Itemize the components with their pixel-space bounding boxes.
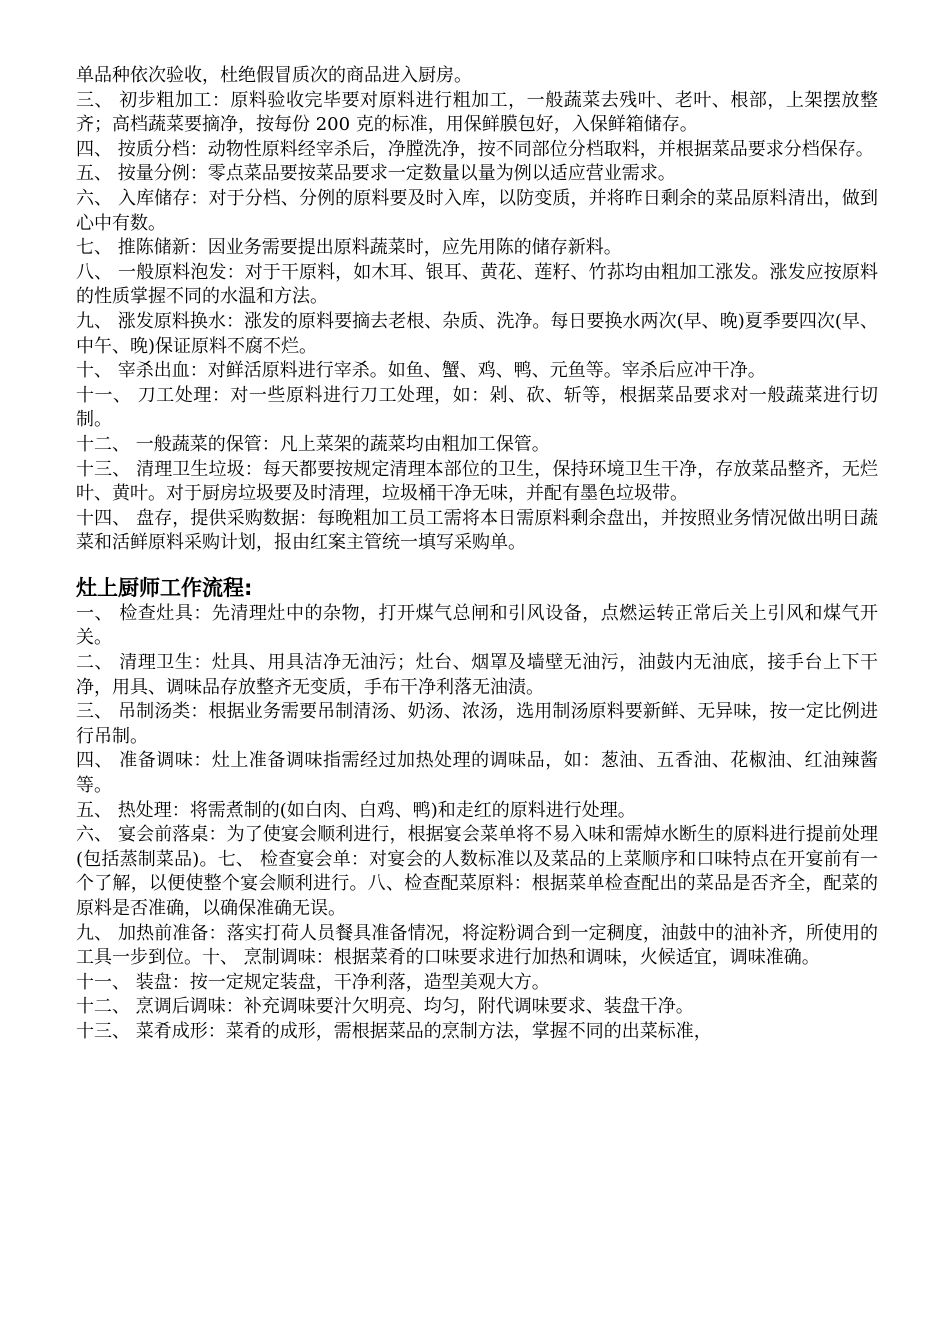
paragraph: 单品种依次验收，杜绝假冒质次的商品进入厨房。 bbox=[76, 65, 472, 86]
paragraph: 十三、 清理卫生垃圾：每天都要按规定清理本部位的卫生，保持环境卫生干净，存放菜品整齐，无烂叶、黄叶。对于厨房垃圾要及时清理，垃圾桶干净无味，并配有墨色垃圾带。 bbox=[76, 458, 878, 505]
paragraph: 四、 准备调味：灶上准备调味指需经过加热处理的调味品，如：葱油、五香油、花椒油、红油辣酱等。 bbox=[76, 750, 878, 797]
paragraph: 四、 按质分档：动物性原料经宰杀后，净膛洗净，按不同部位分档取料，并根据菜品要求分档保存。 bbox=[76, 138, 874, 160]
paragraph: 十二、 一般蔬菜的保管：凡上菜架的蔬菜均由粗加工保管。 bbox=[76, 433, 550, 455]
paragraph: 二、 清理卫生：灶具、用具洁净无油污；灶台、烟罩及墙壁无油污，油鼓内无油底，接手台上下干净，用具、调味品存放整齐无变质，手布干净利落无油渍。 bbox=[76, 652, 878, 698]
section-heading: 灶上厨师工作流程: bbox=[76, 575, 253, 600]
paragraph: 七、 推陈储新：因业务需要提出原料蔬菜时，应先用陈的储存新料。 bbox=[76, 237, 622, 259]
section-stove-chef-workflow bbox=[76, 602, 878, 1045]
paragraph: 十一、 刀工处理：对一些原料进行刀工处理，如：剁、砍、斩等，根据菜品要求对一般蔬菜进行切制。 bbox=[76, 384, 878, 431]
paragraph: 三、 吊制汤类：根据业务需要吊制清汤、奶汤、浓汤，选用制汤原料要新鲜、无异味，按一定比例进行吊制。 bbox=[76, 701, 878, 747]
paragraph: 一、 检查灶具：先清理灶中的杂物，打开煤气总闸和引风设备，点燃运转正常后关上引风和煤气开关。 bbox=[76, 602, 878, 649]
paragraph: 十、 宰杀出血：对鲜活原料进行宰杀。如鱼、蟹、鸡、鸭、元鱼等。宰杀后应冲干净。 bbox=[76, 360, 766, 382]
paragraph: 十二、 烹调后调味：补充调味要汁欠明亮、均匀，附代调味要求、装盘干净。 bbox=[76, 996, 694, 1018]
paragraph: 三、 初步粗加工：原料验收完毕要对原料进行粗加工，一般蔬菜去残叶、老叶、根部，上架摆放整齐；高档蔬菜要摘净，按每份 200 克的标准，用保鲜膜包好，入保鲜箱储存。 bbox=[76, 89, 878, 136]
paragraph: 五、 按量分例：零点菜品要按菜品要求一定数量以量为例以适应营业需求。 bbox=[76, 163, 676, 185]
paragraph: 十四、 盘存，提供采购数据：每晚粗加工员工需将本日需原料剩余盘出，并按照业务情况做出明日蔬菜和活鲜原料采购计划，报由红案主管统一填写采购单。 bbox=[76, 507, 878, 554]
paragraph: 六、 入库储存：对于分档、分例的原料要及时入库，以防变质，并将昨日剩余的菜品原料清出，做到心中有数。 bbox=[76, 187, 878, 234]
paragraph: 十三、 菜肴成形：菜肴的成形，需根据菜品的烹制方法，掌握不同的出菜标准， bbox=[76, 1020, 712, 1042]
paragraph: 九、 加热前准备：落实打荷人员餐具准备情况，将淀粉调合到一定稠度，油鼓中的油补齐，所使用的工具一步到位。十、 烹制调味：根据菜肴的口味要求进行加热和调味，火候适宜，调味准确。 bbox=[76, 922, 878, 969]
document-page bbox=[76, 64, 878, 1045]
paragraph: 六、 宴会前落桌：为了使宴会顺利进行，根据宴会菜单将不易入味和需焯水断生的原料进行提前处理(包括蒸制菜品)。七、 检查宴会单：对宴会的人数标准以及菜品的上菜顺序和口味特点在开宴前有一个了解，以便使整个宴会顺利进行。八、检查配菜原料：根据菜单检查配出的菜品是否齐全，配菜的原料是否准确，以确保准确无误。 bbox=[76, 824, 878, 919]
section-rough-processing bbox=[76, 64, 878, 556]
paragraph: 五、 热处理：将需煮制的(如白肉、白鸡、鸭)和走红的原料进行处理。 bbox=[76, 799, 636, 821]
paragraph: 九、 涨发原料换水：涨发的原料要摘去老根、杂质、洗净。每日要换水两次(早、晚)夏季要四次(早、中午、晚)保证原料不腐不烂。 bbox=[76, 310, 878, 357]
paragraph: 十一、 装盘：按一定规定装盘，干净利落，造型美观大方。 bbox=[76, 971, 550, 993]
paragraph: 八、 一般原料泡发：对于干原料，如木耳、银耳、黄花、莲籽、竹荪均由粗加工涨发。涨发应按原料的性质掌握不同的水温和方法。 bbox=[76, 261, 878, 308]
